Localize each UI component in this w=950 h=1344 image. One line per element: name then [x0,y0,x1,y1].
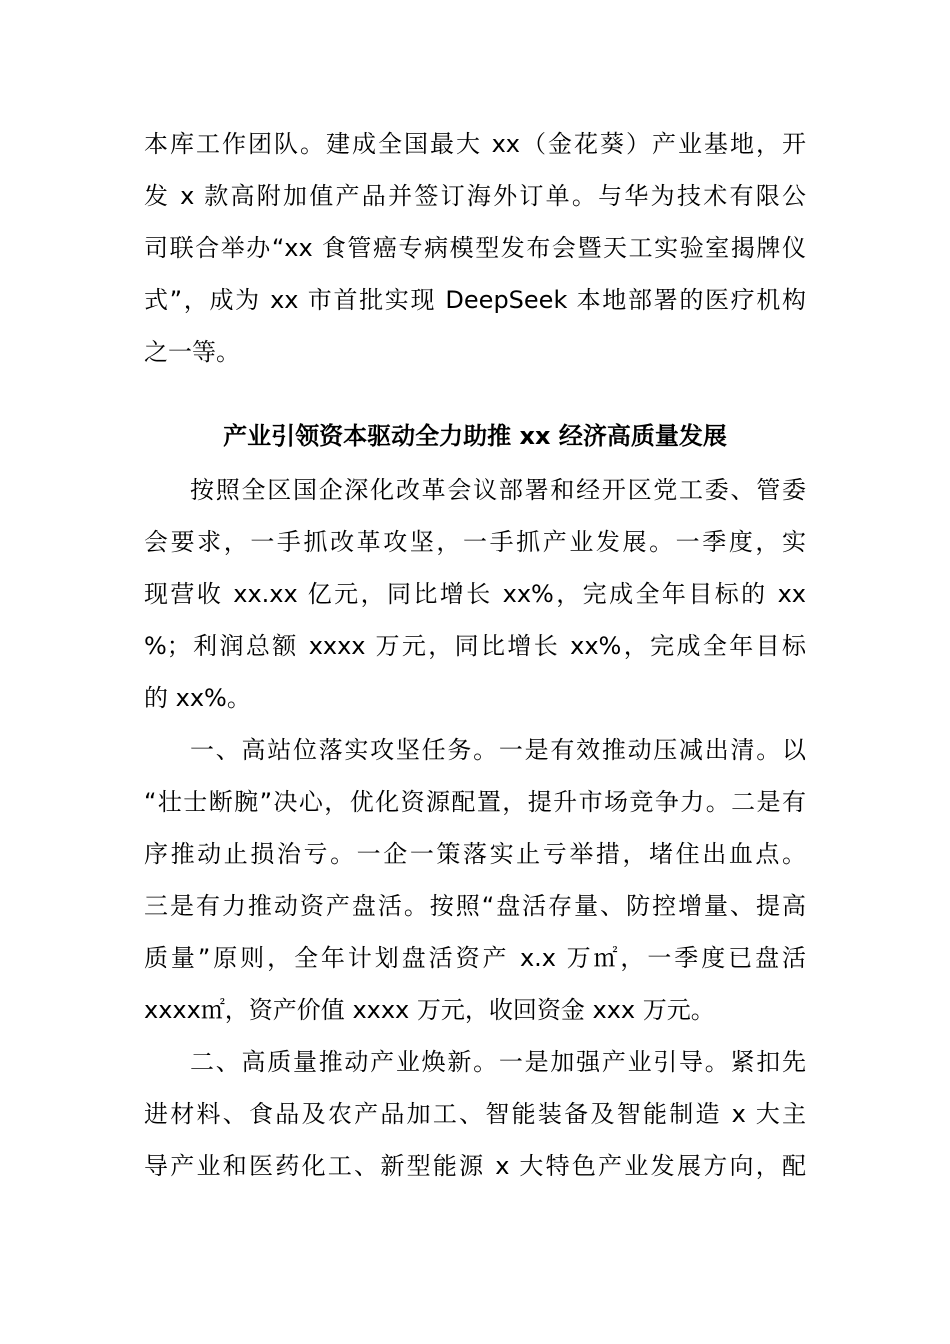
paragraph-continued [144,118,806,378]
paragraph-point-one [144,724,806,1036]
text-line: 进材料、食品及农产品加工、智能装备及智能制造 x 大主 [144,1100,806,1128]
text-line: %；利润总额 xxxx 万元，同比增长 xx%，完成全年目标 [144,632,806,660]
text-line: 本库工作团队。建成全国最大 xx（金花葵）产业基地，开 [144,130,806,158]
text-line: “壮士断腕”决心，优化资源配置，提升市场竞争力。二是有 [144,788,806,816]
text-line: 序推动止损治亏。一企一策落实止亏举措，堵住出血点。 [144,840,806,868]
text-line: 发 x 款高附加值产品并签订海外订单。与华为技术有限公 [144,182,806,210]
text-line: 三是有力推动资产盘活。按照“盘活存量、防控增量、提高 [144,892,806,920]
text-line: xxxx㎡，资产价值 xxxx 万元，收回资金 xxx 万元。 [144,996,715,1024]
text-line: 式”，成为 xx 市首批实现 DeepSeek 本地部署的医疗机构 [144,286,806,314]
paragraph-spacer [144,378,806,408]
text-line: 之一等。 [144,338,240,366]
paragraph-point-two [144,1036,806,1192]
text-line: 质量”原则，全年计划盘活资产 x.x 万㎡，一季度已盘活 [144,944,806,972]
text-line: 二、高质量推动产业焕新。一是加强产业引导。紧扣先 [190,1048,806,1076]
text-line: 现营收 xx.xx 亿元，同比增长 xx%，完成全年目标的 xx [144,580,806,608]
text-line: 司联合举办“xx 食管癌专病模型发布会暨天工实验室揭牌仪 [144,234,806,262]
text-line: 一、高站位落实攻坚任务。一是有效推动压减出清。以 [190,736,806,764]
section-title: 产业引领资本驱动全力助推 xx 经济高质量发展 [223,422,727,450]
document-body [144,118,806,1192]
paragraph-intro [144,464,806,724]
text-line: 会要求，一手抓改革攻坚，一手抓产业发展。一季度，实 [144,528,806,556]
text-line: 导产业和医药化工、新型能源 x 大特色产业发展方向，配 [144,1152,806,1180]
text-line: 的 xx%。 [144,684,251,712]
text-line: 按照全区国企深化改革会议部署和经开区党工委、管委 [190,476,806,504]
